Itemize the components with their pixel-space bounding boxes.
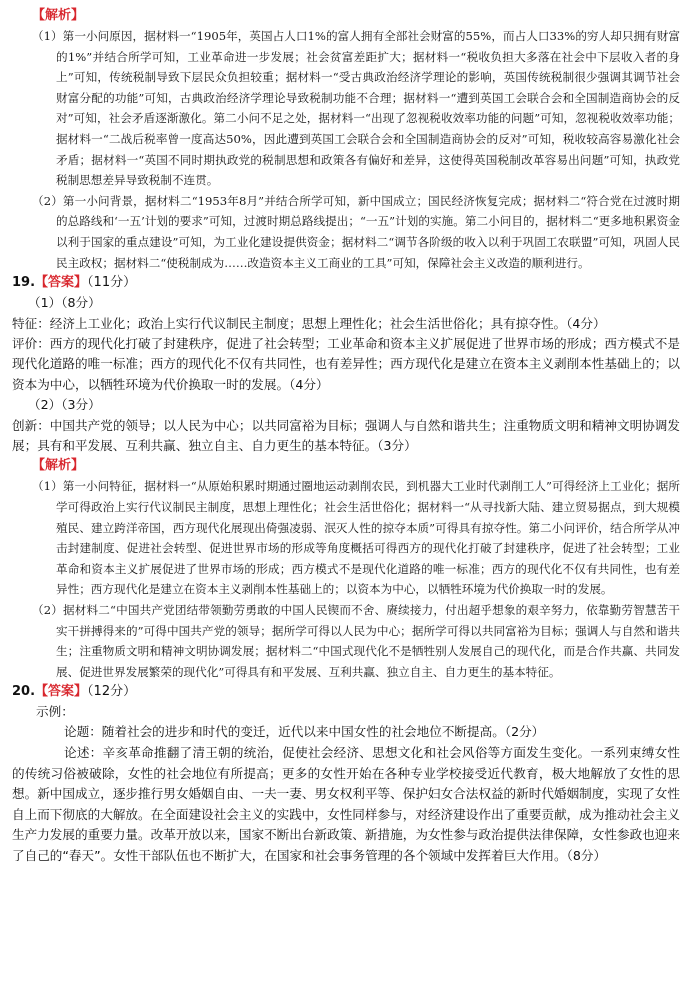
- q19-score: （11分）: [87, 275, 137, 291]
- jiexi-tag: 【解析】: [32, 8, 85, 23]
- q20-example-label: 示例：: [36, 704, 74, 720]
- q18-jiexi-header: [12, 6, 680, 26]
- q20-argument: 论述：辛亥革命推翻了清王朝的统治，促使社会经济、思想文化和社会风俗等方面发生变化。一系列束缚女性的传统习俗被破除，女性的社会地位有所提高；更多的女性开始在各种专业学校接受近代教育，极大地解放了女性的思想。新中国成立，逐步推行男女婚姻自由、一夫一妻、男女权利平等、保护妇女合法权益的新时代婚姻制度，实现了女性自上而下彻底的大解放。在全面建设社会主义的实践中，女性同样参与，对经济建设作出了重要贡献，成为推动社会主义生产力发展的重要力量。改革开放以来，国家不断出台新政策、新措施，为女性参与政治提供法律保障，女性参政也迎来了自己的“春天”。女性干部队伍也不断扩大，在国家和社会事务管理的各个领域中发挥着巨大作用。（8分）: [12, 744, 680, 863]
- q19-explain-part1: （1）第一小问特征，据材料一“从原始积累时期通过圈地运动剥削农民，到机器大工业时代剥削工人”可得经济上工业化；据所学可得政治上实行代议制民主制度，思想上理性化；社会生活世俗化；据材料一“从寻找新大陆、建立贸易据点，到大规模殖民、建立跨洋帝国，西方现代化展现出倚强凌弱、泯灭人性的掠夺本质”可得具有掠夺性。第二小问评价，结合所学从冲击封建制度、促进社会转型、促进世界市场的形成等角度概括可得西方的现代化打破了封建秩序，促进了社会转型；工业革命和资本主义扩展促进了世界市场的形成；西方模式不是现代化道路的唯一标准；西方的现代化不仅有共同性，也有差异性；西方现代化是建立在资本主义剥削本性基础上的；以资本为中心，以牺牲环境为代价换取一时的发展。: [32, 479, 680, 597]
- q20-score: （12分）: [87, 684, 137, 700]
- q19-number: 19.: [12, 275, 36, 291]
- q19-innovation: 创新：中国共产党的领导；以人民为中心；以共同富裕为目标；强调人与自然和谐共生；注重物质文明和精神文明协调发展；具有和平发展、互利共赢、独立自主、自力更生的基本特征。（3分）: [12, 417, 680, 453]
- q18-explanation: [12, 26, 680, 273]
- q19-part2-label: （2）（3分）: [28, 397, 101, 413]
- q20-answer-header: [12, 682, 680, 702]
- q18-explain-part1: （1）第一小问原因，据材料一“1905年，英国占人口1%的富人拥有全部社会财富的55%，而占人口33%的穷人却只拥有财富的1%”并结合所学可知，工业革命进一步发展；社会贫富差距扩大；据材料一“税收负担大多落在社会中下层收入者的身上”可知，传统税制导致下层民众负担较重；据材料一“受古典政治经济学理论的影响，英国传统税制很少强调其调节社会财富分配的功能”可知，古典政治经济学理论导致税制功能不合理；据材料一“遭到英国工会联合会和全国制造商协会的反对”可知，社会矛盾逐渐激化。第二小问不足之处，据材料一“出现了忽视税收效率功能的问题”可知，忽视税收效率功能；据材料一“二战后税率曾一度高达50%，因此遭到英国工会联合会和全国制造商协会的反对”可知，税收较高容易激化社会矛盾；据材料一“英国不同时期执政党的税制思想和政策各有偏好和差异，这使得英国税制改革容易出问题”可知，执政党税制思想差异导致税制不连贯。: [32, 29, 680, 188]
- q19-answer-header: [12, 273, 680, 293]
- q19-evaluation: 评价：西方的现代化打破了封建秩序，促进了社会转型；工业革命和资本主义扩展促进了世界市场的形成；西方模式不是现代化道路的唯一标准；西方的现代化不仅有共同性，也有差异性；西方现代化是建立在资本主义剥削本性基础上的；以资本为中心，以牺牲环境为代价换取一时的发展。（4分）: [12, 335, 680, 392]
- q19-part1-label: （1）（8分）: [28, 295, 101, 311]
- daan-tag: 【答案】: [35, 684, 88, 700]
- q20-number: 20.: [12, 684, 36, 700]
- q19-explanation: [12, 476, 680, 682]
- jiexi-tag: 【解析】: [32, 458, 85, 474]
- q19-feature: 特征：经济上工业化；政治上实行代议制民主制度；思想上理性化；社会生活世俗化；具有掠夺性。（4分）: [12, 315, 606, 331]
- q19-explain-part2: （2）据材料二“中国共产党团结带领勤劳勇敢的中国人民锲而不舍、赓续接力，付出超乎想象的艰辛努力，依靠勤劳智慧苦干实干拼搏得来的”可得中国共产党的领导；据所学可得以人民为中心；据所学可得以共同富裕为目标；强调人与自然和谐共生；注重物质文明和精神文明协调发展；据材料二“中国式现代化不是牺牲别人发展自己的现代化，而是合作共赢、共同发展、促进世界发展繁荣的现代化”可得具有和平发展、互利共赢、独立自主、自力更生的基本特征。: [32, 602, 680, 679]
- q20-thesis: 论题：随着社会的进步和时代的变迁，近代以来中国女性的社会地位不断提高。（2分）: [64, 724, 545, 740]
- q19-jiexi-header: [12, 456, 680, 476]
- q18-explain-part2: （2）第一小问背景，据材料二“1953年8月”并结合所学可知，新中国成立；国民经济恢复完成；据材料二“符合党在过渡时期的总路线和‘一五’计划的要求”可知，过渡时期总路线提出；“一五”计划的实施。第二小问目的，据材料二“更多地积累资金以利于国家的重点建设”可知，为工业化建设提供资金；据材料二“调节各阶级的收入以利于巩固工农联盟”可知，巩固人民民主政权；据材料二“使税制成为……改造资本主义工商业的工具”可知，保障社会主义改造的顺利进行。: [32, 193, 680, 270]
- daan-tag: 【答案】: [35, 275, 88, 291]
